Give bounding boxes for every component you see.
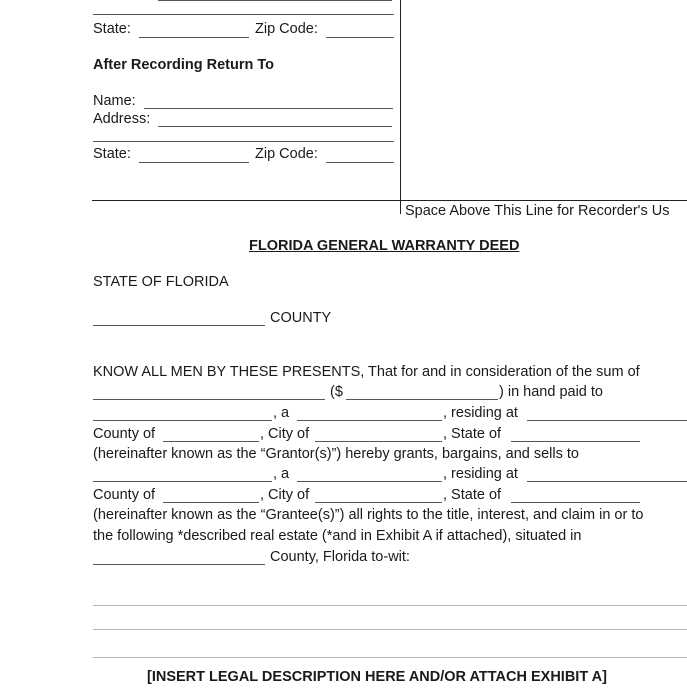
grantee-clause: (hereinafter known as the “Grantee(s)”) all rights to the title, interest, and claim in or to: [93, 507, 644, 523]
return-to-title: After Recording Return To: [93, 57, 274, 73]
grantor-city-label: , City of: [260, 426, 310, 442]
recorder-space-line: [400, 200, 687, 201]
legal-description-line-3[interactable]: [93, 657, 687, 658]
address-field-1[interactable]: [158, 126, 392, 127]
dollar-open: ($: [330, 384, 343, 400]
body-line-1: KNOW ALL MEN BY THESE PRESENTS, That for and in consideration of the sum of: [93, 364, 640, 380]
address-label: Address:: [93, 111, 151, 127]
address-line-top-1: [158, 0, 392, 1]
grantor-address-field[interactable]: [527, 420, 687, 421]
grantee-residing-text: , residing at: [443, 466, 518, 482]
grantee-address-field[interactable]: [527, 481, 687, 482]
county-label: COUNTY: [270, 310, 332, 326]
recorder-note: Space Above This Line for Recorder's Us: [405, 203, 670, 219]
grantor-status-field[interactable]: [297, 420, 442, 421]
zip-label-bottom: Zip Code:: [255, 146, 318, 162]
address-field-2[interactable]: [93, 141, 394, 142]
zip-field-top[interactable]: [326, 37, 394, 38]
state-field-bottom[interactable]: [139, 162, 249, 163]
grantor-clause: (hereinafter known as the “Grantor(s)”) hereby grants, bargains, and sells to: [93, 446, 579, 462]
amount-number-field[interactable]: [346, 399, 498, 400]
grantor-state-field[interactable]: [511, 441, 640, 442]
zip-label-top: Zip Code:: [255, 21, 318, 37]
grantor-state-label: , State of: [443, 426, 502, 442]
county-field[interactable]: [93, 325, 265, 326]
grantor-name-field[interactable]: [93, 420, 272, 421]
state-label-top: State:: [93, 21, 131, 37]
real-estate-clause: the following *described real estate (*and in Exhibit A if attached), situated in: [93, 528, 582, 544]
grantor-county-label: County of: [93, 426, 156, 442]
grantee-county-label: County of: [93, 487, 156, 503]
grantor-residing-text: , residing at: [443, 405, 518, 421]
grantee-state-label: , State of: [443, 487, 502, 503]
state-field-top[interactable]: [139, 37, 249, 38]
grantor-a-text: , a: [273, 405, 290, 421]
grantor-city-field[interactable]: [315, 441, 442, 442]
recorder-box-divider: [400, 0, 401, 214]
grantee-status-field[interactable]: [297, 481, 442, 482]
name-label: Name:: [93, 93, 136, 109]
state-label-bottom: State:: [93, 146, 131, 162]
name-field[interactable]: [144, 108, 393, 109]
grantee-state-field[interactable]: [511, 502, 640, 503]
address-line-top-2: [93, 14, 394, 15]
grantee-county-field[interactable]: [163, 502, 259, 503]
legal-description-line-1[interactable]: [93, 605, 687, 606]
state-of-florida: STATE OF FLORIDA: [93, 274, 229, 290]
grantee-name-field[interactable]: [93, 481, 272, 482]
recorder-box-bottom: [92, 200, 402, 201]
zip-field-bottom[interactable]: [326, 162, 394, 163]
grantor-county-field[interactable]: [163, 441, 259, 442]
county-florida-text: County, Florida to-wit:: [270, 549, 410, 565]
legal-description-line-2[interactable]: [93, 629, 687, 630]
insert-legal-description-note: [INSERT LEGAL DESCRIPTION HERE AND/OR ATTACH EXHIBIT A]: [147, 669, 607, 685]
grantee-city-field[interactable]: [315, 502, 442, 503]
property-county-field[interactable]: [93, 564, 265, 565]
grantee-a-text: , a: [273, 466, 290, 482]
amount-words-field[interactable]: [93, 399, 325, 400]
paid-to-text: ) in hand paid to: [499, 384, 603, 400]
deed-title: FLORIDA GENERAL WARRANTY DEED: [249, 238, 520, 254]
grantee-city-label: , City of: [260, 487, 310, 503]
